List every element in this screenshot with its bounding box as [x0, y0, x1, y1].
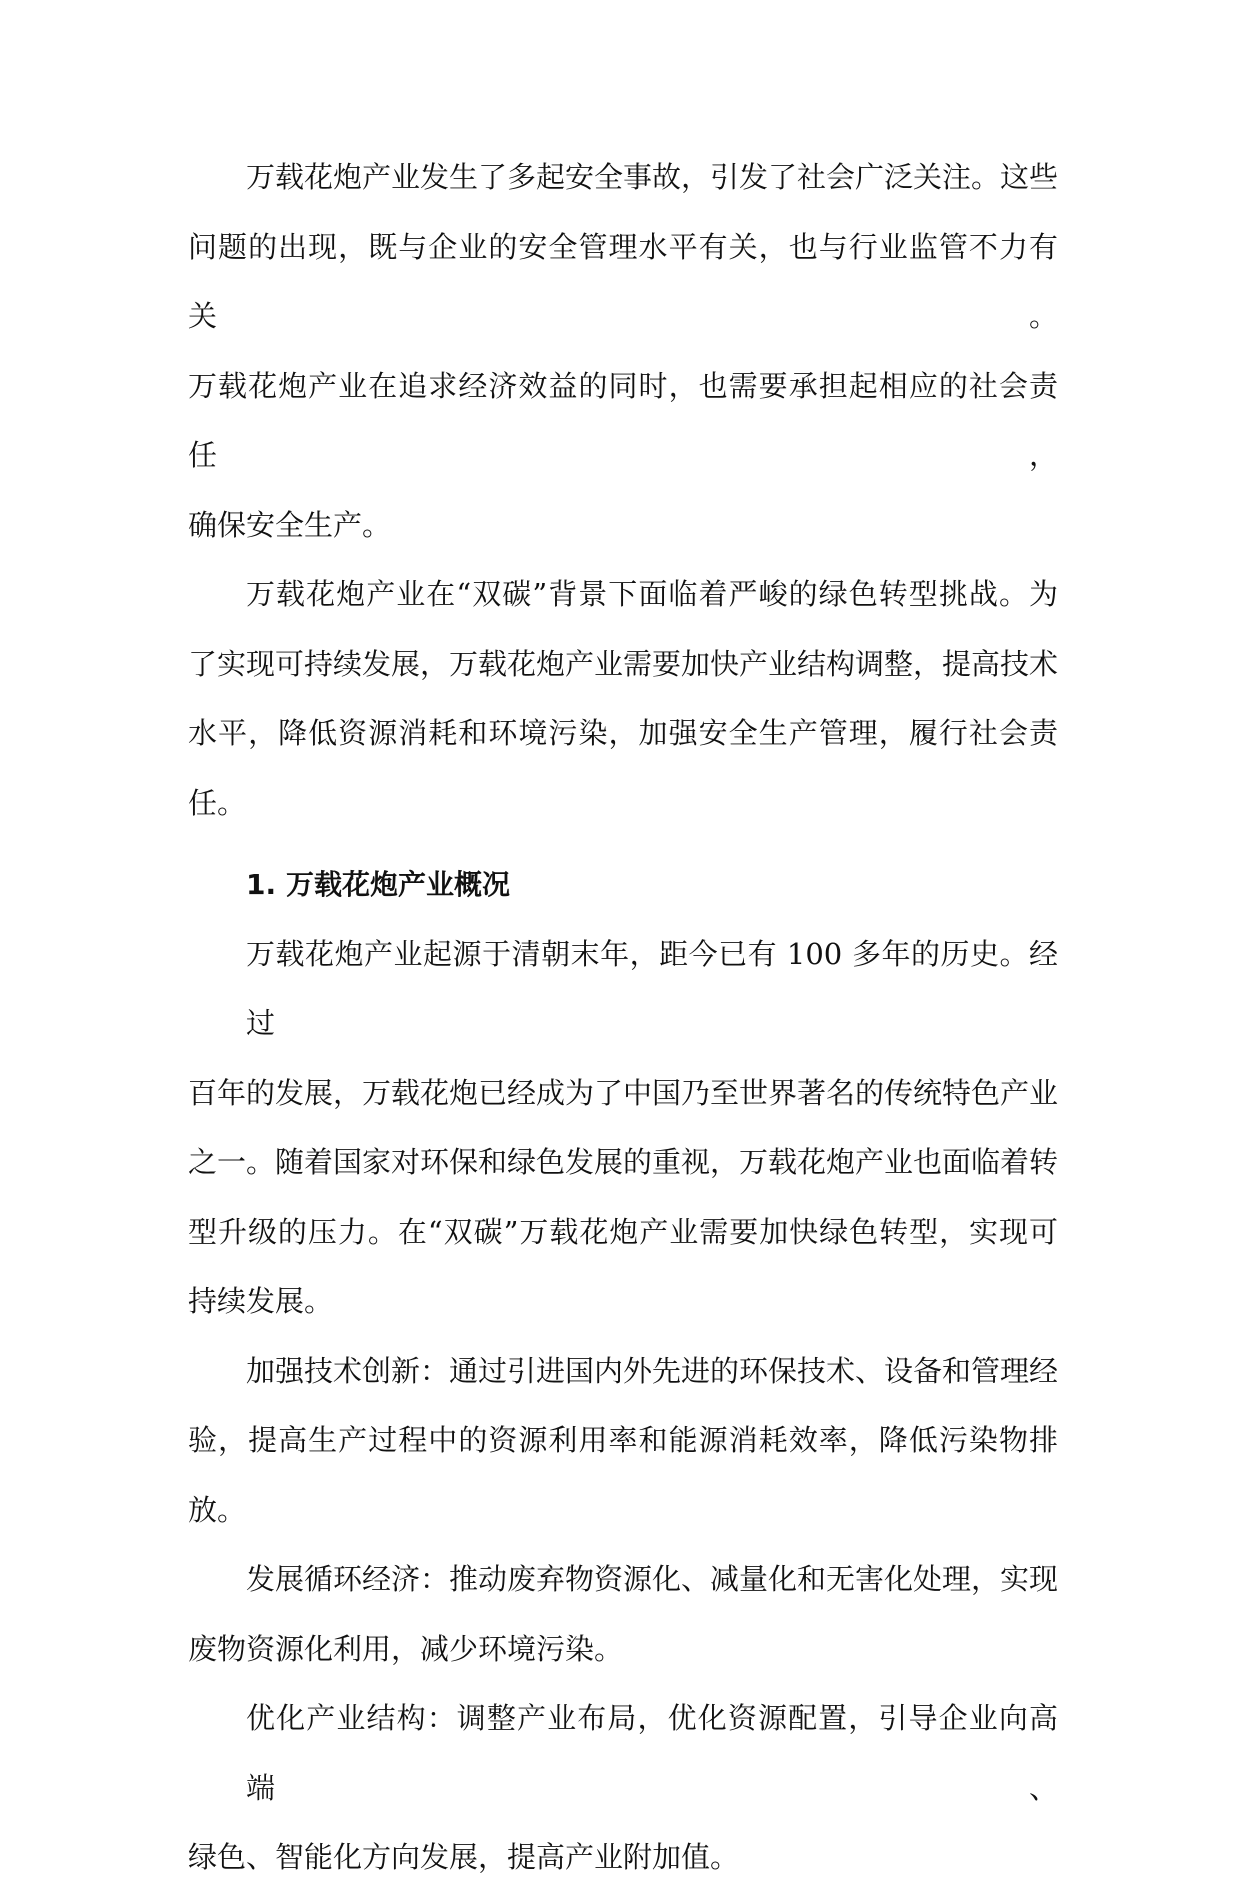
- paragraph-line: 废物资源化利用，减少环境污染。: [188, 1631, 624, 1666]
- paragraph-line: 了实现可持续发展，万载花炮产业需要加快产业结构调整，提高技术: [188, 646, 1059, 681]
- paragraph-line: 型升级的压力。在“双碳”万载花炮产业需要加快绿色转型，实现可: [188, 1214, 1058, 1249]
- paragraph-line: 持续发展。: [188, 1284, 334, 1318]
- paragraph-industry-structure: [188, 1684, 1058, 1893]
- paragraph-green-transition: [188, 560, 1058, 838]
- paragraph-line: 万载花炮产业在追求经济效益的同时，也需要承担起相应的社会责任，: [188, 368, 1058, 472]
- paragraph-line: 加强技术创新：通过引进国内外先进的环保技术、设备和管理经: [246, 1353, 1059, 1388]
- paragraph-line: 水平，降低资源消耗和环境污染，加强安全生产管理，履行社会责任。: [188, 716, 1058, 820]
- paragraph-circular-economy: [188, 1545, 1058, 1684]
- paragraph-safety-incidents: [188, 143, 1058, 560]
- paragraph-industry-overview: [188, 920, 1058, 1337]
- section-number: 1.: [246, 868, 277, 901]
- section-title: 万载花炮产业概况: [286, 868, 511, 901]
- paragraph-line: 绿色、智能化方向发展，提高产业附加值。: [188, 1840, 740, 1874]
- paragraph-line: 之一。随着国家对环保和绿色发展的重视，万载花炮产业也面临着转: [188, 1145, 1059, 1179]
- paragraph-line: 万载花炮产业在“双碳”背景下面临着严峻的绿色转型挑战。为: [246, 577, 1058, 611]
- paragraph-line: 万载花炮产业发生了多起安全事故，引发了社会广泛关注。这些: [246, 160, 1059, 194]
- paragraph-tech-innovation: [188, 1337, 1058, 1546]
- paragraph-line: 确保安全生产。: [188, 507, 392, 542]
- section-heading: [188, 850, 1058, 920]
- paragraph-line: 优化产业结构：调整产业布局，优化资源配置，引导企业向高端、: [246, 1701, 1058, 1805]
- document-body: [188, 143, 1058, 1893]
- paragraph-line: 验，提高生产过程中的资源利用率和能源消耗效率，降低污染物排放。: [188, 1423, 1058, 1527]
- paragraph-line: 发展循环经济：推动废弃物资源化、减量化和无害化处理，实现: [246, 1562, 1059, 1596]
- paragraph-line: 万载花炮产业起源于清朝末年，距今已有 100 多年的历史。经过: [246, 936, 1058, 1040]
- paragraph-line: 百年的发展，万载花炮已经成为了中国乃至世界著名的传统特色产业: [188, 1075, 1059, 1110]
- paragraph-line: 问题的出现，既与企业的安全管理水平有关，也与行业监管不力有关。: [188, 229, 1058, 333]
